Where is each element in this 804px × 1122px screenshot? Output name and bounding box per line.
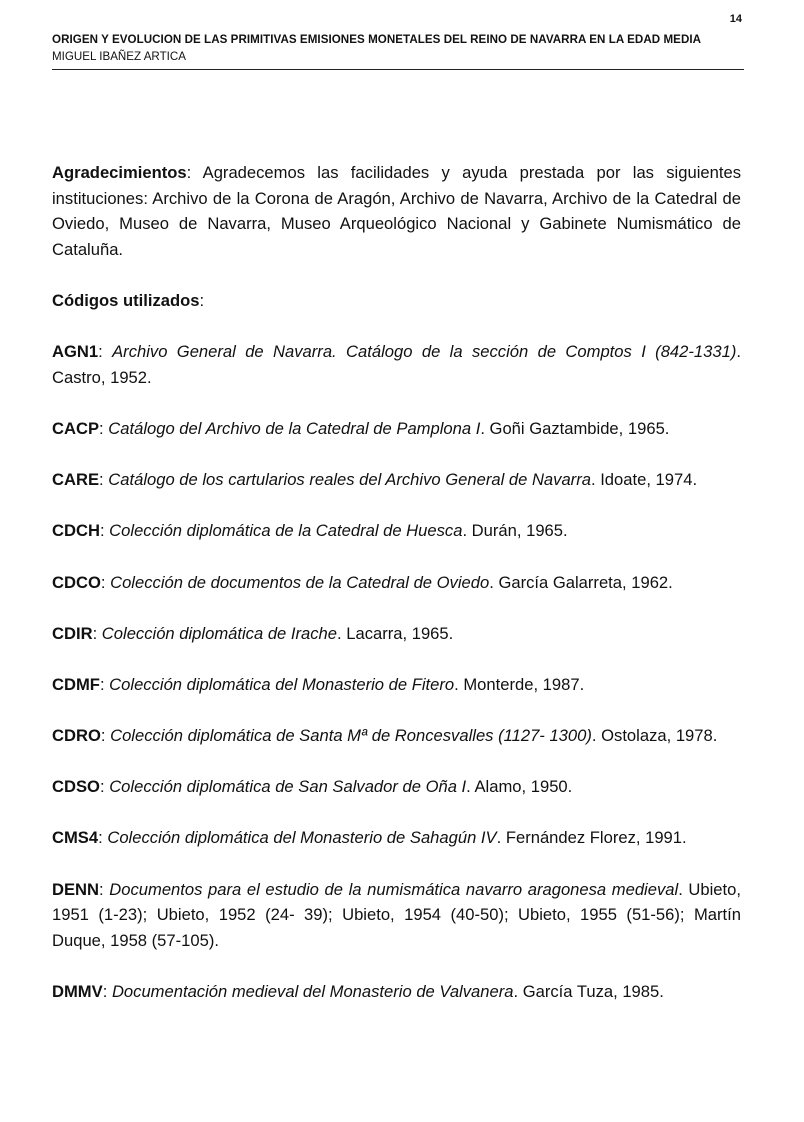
code-separator: : <box>99 470 109 490</box>
code-entry <box>52 570 741 596</box>
code-entry <box>52 979 741 1005</box>
codes-heading-label: Códigos utilizados <box>52 290 200 310</box>
code-reference: . Durán, 1965. <box>462 521 568 541</box>
code-source-title: Colección diplomática del Monasterio de Fitero <box>109 674 455 694</box>
code-source-title: Colección diplomática de Irache <box>101 623 338 643</box>
header-title: ORIGEN Y EVOLUCION DE LAS PRIMITIVAS EMISIONES MONETALES DEL REINO DE NAVARRA EN LA EDAD MEDIA <box>52 33 702 46</box>
codes-heading-suffix: : <box>199 290 205 310</box>
code-source-title: Colección diplomática del Monasterio de Sahagún IV <box>107 828 497 848</box>
code-reference: . García Tuza, 1985. <box>513 982 664 1001</box>
code-source-title: Colección diplomática de Santa Mª de Roncesvalles (1127- 1300) <box>110 726 592 746</box>
acknowledgements-text: : Agradecemos las facilidades y ayuda prestada por las siguientes instituciones: Archivo de la Corona de Aragón, Archivo de Navarra, Archivo de la Catedral de Oviedo, Museo de Navarra, Museo Arqueológico Nacional y Gabinete Numismático de Cataluña. <box>52 163 741 259</box>
code-source-title: Catálogo de los cartularios reales del Archivo General de Navarra <box>108 470 591 490</box>
codes-heading <box>52 288 741 314</box>
code-source-title: Colección de documentos de la Catedral de Oviedo <box>110 572 490 592</box>
code-separator: : <box>100 572 111 592</box>
code-entry <box>52 825 741 851</box>
code-separator: : <box>99 674 110 694</box>
codes-list <box>52 339 741 1004</box>
code-entry <box>52 339 741 390</box>
code-source-title: Colección diplomática de San Salvador de Oña I <box>109 777 467 797</box>
code-entry <box>52 467 741 493</box>
header-author: MIGUEL IBAÑEZ ARTICA <box>52 50 187 63</box>
code-separator: : <box>98 828 108 848</box>
code-label: CDIR <box>52 623 93 643</box>
code-entry <box>52 672 741 698</box>
acknowledgements-paragraph <box>52 160 741 262</box>
code-separator: : <box>99 777 110 797</box>
code-source-title: Archivo General de Navarra. Catálogo de la sección de Comptos I (842-1331) <box>112 342 737 362</box>
code-reference: . Ostolaza, 1978. <box>591 726 718 746</box>
code-source-title: Colección diplomática de la Catedral de Huesca <box>109 521 463 541</box>
code-label: CDRO <box>52 726 101 746</box>
code-separator: : <box>102 982 112 1001</box>
code-reference: . Alamo, 1950. <box>466 777 573 797</box>
code-source-title: Catálogo del Archivo de la Catedral de Pamplona I <box>108 418 481 438</box>
code-entry <box>52 774 741 800</box>
code-separator: : <box>99 418 109 438</box>
code-source-title: Documentos para el estudio de la numismática navarro aragonesa medieval <box>109 879 679 899</box>
code-reference: . García Galarreta, 1962. <box>489 572 673 592</box>
code-label: AGN1 <box>52 342 99 362</box>
code-reference: . Idoate, 1974. <box>590 470 698 490</box>
code-label: CDCO <box>52 572 101 592</box>
code-label: CDCH <box>52 521 100 541</box>
code-reference: . Castro, 1952. <box>52 342 741 387</box>
code-separator: : <box>99 879 110 899</box>
code-reference: . Lacarra, 1965. <box>337 623 454 643</box>
code-label: CDSO <box>52 777 100 797</box>
code-reference: . Goñi Gaztambide, 1965. <box>480 418 670 438</box>
code-label: DMMV <box>52 982 103 1001</box>
code-entry <box>52 518 741 544</box>
code-reference: . Fernández Florez, 1991. <box>496 828 687 848</box>
code-label: DENN <box>52 879 100 899</box>
code-source-title: Documentación medieval del Monasterio de Valvanera <box>111 982 514 1001</box>
code-separator: : <box>99 521 110 541</box>
code-entry <box>52 723 741 749</box>
code-separator: : <box>100 726 111 746</box>
code-entry <box>52 621 741 647</box>
page-number: 14 <box>729 13 742 25</box>
code-entry <box>52 877 741 954</box>
page-body <box>52 160 741 1030</box>
code-label: CARE <box>52 470 100 490</box>
code-label: CMS4 <box>52 828 99 848</box>
code-reference: . Monterde, 1987. <box>454 674 585 694</box>
code-separator: : <box>98 342 113 362</box>
running-header <box>52 31 744 70</box>
code-entry <box>52 416 741 442</box>
code-reference: . Ubieto, 1951 (1-23); Ubieto, 1952 (24- 39); Ubieto, 1954 (40-50); Ubieto, 1955 (51-56); Martín Duque, 1958 (57-105). <box>52 879 741 950</box>
code-label: CACP <box>52 418 100 438</box>
code-separator: : <box>92 623 102 643</box>
code-label: CDMF <box>52 674 100 694</box>
acknowledgements-label: Agradecimientos <box>52 163 187 182</box>
